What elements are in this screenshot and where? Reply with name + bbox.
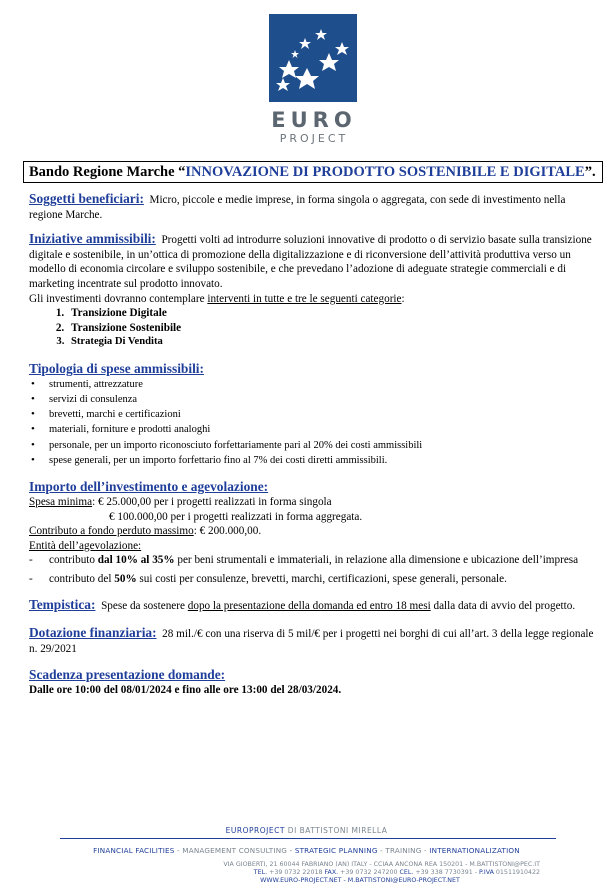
section-soggetti <box>29 192 601 222</box>
iniziative-heading: Iniziative ammissibili: <box>29 231 156 247</box>
section-iniziative <box>29 232 601 350</box>
expense-item: • personale, per un importo riconosciuto forfettariamente pari al 20% dei costi ammissibili <box>49 438 601 453</box>
category-item: 1. Transizione Digitale <box>67 306 601 321</box>
intro-suffix: : <box>401 292 405 305</box>
footer-contacts <box>60 861 540 886</box>
title-suffix: ”. <box>584 164 596 180</box>
cel-value: +39 338 7730391 - <box>413 869 480 877</box>
tipologia-heading: Tipologia di spese ammissibili: <box>29 360 204 376</box>
contributo-value: : € 200.000,00. <box>193 525 262 538</box>
entita-bold: 50% <box>114 572 137 585</box>
section-tipologia <box>29 362 601 468</box>
entita-label: Entità dell’agevolazione: <box>29 539 142 552</box>
spesa-minima-line2: € 100.000,00 per i progetti realizzati in forma aggregata. <box>109 510 363 523</box>
entita-pre: contributo del <box>49 572 115 585</box>
entita-post: sui costi per consulenze, brevetti, marchi, certificazioni, spese generali, personale. <box>136 572 507 585</box>
dotazione-heading: Dotazione finanziaria: <box>29 625 157 641</box>
logo-square <box>269 14 357 102</box>
entita-post: per beni strumentali e immateriali, in relazione alla dimensione e ubicazione dell’impresa <box>174 554 579 567</box>
title-highlight: INNOVAZIONE DI PRODOTTO SOSTENIBILE E DIGITALE <box>185 164 585 180</box>
tempistica-pre: Spese da sostenere <box>101 600 188 613</box>
contributo-line <box>29 524 601 539</box>
fax-label: FAX. <box>324 869 339 877</box>
logo-subtitle: PROJECT <box>279 132 349 145</box>
tel-label: TEL. <box>253 869 268 877</box>
spesa-minima-line1 <box>29 495 601 510</box>
title-prefix: Bando Regione Marche “ <box>29 164 186 180</box>
cel-label: CEL. <box>399 869 414 877</box>
section-importo <box>29 480 601 586</box>
dotazione-text: 28 mil./€ con una riserva di 5 mil/€ per i progetti nei borghi di cui all’art. 3 della legge regionale n. 29/2021 <box>29 628 594 655</box>
piva-label: P.IVA <box>479 869 494 877</box>
category-item: 3. Strategia Di Vendita <box>67 335 601 350</box>
expense-item: • strumenti, attrezzature <box>49 377 601 392</box>
footer-address: VIA GIOBERTI, 21 60044 FABRIANO (AN) ITALY - CCIAA ANCONA REA 150201 - M.BATTISTONI@PEC.IT <box>223 861 540 868</box>
stars-icon <box>269 14 357 102</box>
service-item: STRATEGIC PLANNING <box>294 846 378 855</box>
intro-underlined: interventi in tutte e tre le seguenti categorie <box>207 292 402 305</box>
expenses-list <box>29 377 601 469</box>
scadenza-deadline: 28/03/2024. <box>287 683 342 696</box>
iniziative-text: Progetti volti ad introdurre soluzioni innovative di prodotto o di servizio basate sulla transizione digitale e sostenibile, in un’ottica di promozione della digitalizzazione e di riconversione dell’attività produttiva verso un modello di economia circolare e sviluppo sostenibile, e che prevedano l’adozione di adeguate strategie commerciali e di marketing incentrate sul prodotto innovato. <box>29 234 592 290</box>
footer-company-owner: DI BATTISTONI MIRELLA <box>284 826 388 835</box>
expense-item: • spese generali, per un importo forfettario fino al 7% dei costi diretti ammissibili. <box>49 453 601 468</box>
spesa-value-1: : € 25.000,00 per i progetti realizzati in forma singola <box>92 495 332 508</box>
section-dotazione <box>29 626 601 656</box>
footer-company-brand: EUROPROJECT <box>225 826 285 835</box>
expense-item: • servizi di consulenza <box>49 392 601 407</box>
categories-list <box>29 306 601 350</box>
iniziative-categories-intro <box>29 292 601 307</box>
tempistica-heading: Tempistica: <box>29 597 96 613</box>
entita-list <box>29 553 601 586</box>
service-separator: - MANAGEMENT CONSULTING - <box>174 846 295 855</box>
piva-value: 01511910422 <box>493 869 540 877</box>
scadenza-pre: Dalle ore 10:00 del 08/01/2024 e fino alle ore 13:00 del <box>29 683 288 696</box>
scadenza-heading: Scadenza presentazione domande: <box>29 667 226 683</box>
section-scadenza <box>29 668 601 697</box>
contributo-label: Contributo a fondo perduto massimo <box>29 525 194 538</box>
entita-bold: dal 10% al 35% <box>97 554 175 567</box>
spesa-label: Spesa minima <box>29 495 93 508</box>
service-item: FINANCIAL FACILITIES <box>93 846 175 855</box>
soggetti-text: Micro, piccole e medie imprese, in forma singola o aggregata, con sede di investimento nella regione Marche. <box>29 194 566 221</box>
footer-company <box>0 826 613 835</box>
fax-value: +39 0732 247200 <box>338 869 400 877</box>
tempistica-post: dalla data di avvio del progetto. <box>430 600 576 613</box>
expense-item: • materiali, forniture e prodotti analoghi <box>49 422 601 437</box>
tel-value: +39 0732 22018 <box>267 869 325 877</box>
expense-item: • brevetti, marchi e certificazioni <box>49 407 601 422</box>
footer-web-link[interactable]: WWW.EURO-PROJECT.NET - M.BATTISTONI@EURO-PROJECT.NET <box>260 877 460 885</box>
entita-item <box>49 553 601 568</box>
category-item: 2. Transizione Sostenibile <box>67 321 601 336</box>
importo-heading: Importo dell’investimento e agevolazione: <box>29 479 269 495</box>
entita-pre: contributo <box>49 554 98 567</box>
tempistica-underlined: dopo la presentazione della domanda ed entro 18 mesi <box>187 600 431 613</box>
intro-prefix: Gli investimenti dovranno contemplare <box>29 292 208 305</box>
footer-divider <box>60 838 556 839</box>
soggetti-heading: Soggetti beneficiari: <box>29 191 144 206</box>
page-title <box>23 161 603 183</box>
service-item: INTERNATIONALIZATION <box>429 846 520 855</box>
footer-services <box>0 846 613 855</box>
service-separator: - TRAINING - <box>377 846 430 855</box>
section-tempistica <box>29 598 601 614</box>
entita-item <box>49 572 601 587</box>
europroject-logo <box>264 12 364 146</box>
notice-content <box>29 192 601 697</box>
scadenza-text <box>29 683 601 698</box>
logo-word: EURO <box>271 108 357 132</box>
